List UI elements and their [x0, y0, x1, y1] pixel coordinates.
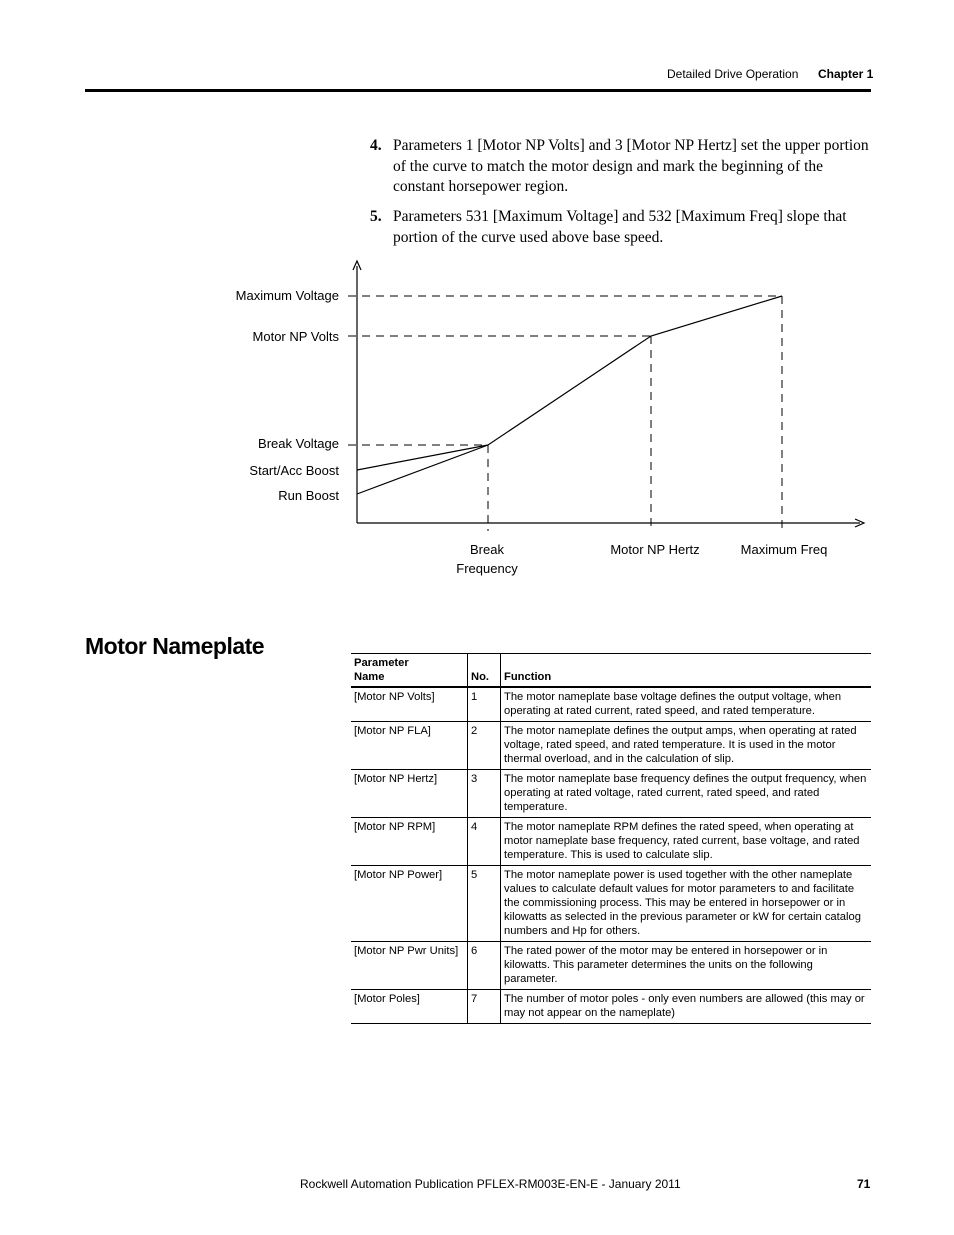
cell-name: [Motor NP Volts]	[351, 687, 468, 722]
label-break-voltage: Break Voltage	[258, 436, 339, 451]
table-header-row	[351, 654, 871, 688]
page-number: 71	[857, 1177, 871, 1191]
footer-publication: Rockwell Automation Publication PFLEX-RM003E-EN-E - January 2011	[300, 1177, 681, 1191]
cell-function: The motor nameplate power is used together with the other nameplate values to calculate default values for motor parameters to and facilitate the commissioning process. This may be entered in horsepower or in kilowatts as selected in the previous parameter or kW for certain catalog numbers and Hp for others.	[501, 866, 872, 942]
step-number: 5.	[370, 208, 382, 225]
step-text: Parameters 1 [Motor NP Volts] and 3 [Motor NP Hertz] set the upper portion of the curve to match the motor design and mark the beginning of the constant horsepower region.	[393, 137, 869, 195]
table-row	[351, 770, 871, 818]
header-no: No.	[468, 654, 501, 688]
label-break: Break	[470, 542, 504, 557]
cell-name: [Motor NP Power]	[351, 866, 468, 942]
table-row	[351, 942, 871, 990]
cell-name: [Motor NP Hertz]	[351, 770, 468, 818]
cell-no: 6	[468, 942, 501, 990]
step-number: 4.	[370, 137, 382, 154]
section-title: Motor Nameplate	[85, 633, 265, 659]
table-row	[351, 990, 871, 1024]
step-text: Parameters 531 [Maximum Voltage] and 532 [Maximum Freq] slope that portion of the curve used above base speed.	[393, 208, 847, 246]
running-header-chapter: Chapter 1	[818, 67, 874, 81]
running-header-section: Detailed Drive Operation	[667, 67, 799, 81]
volts-hertz-diagram	[0, 0, 954, 600]
label-motor-np-volts: Motor NP Volts	[252, 329, 339, 344]
label-run-boost: Run Boost	[278, 488, 339, 503]
cell-function: The motor nameplate defines the output amps, when operating at rated voltage, rated speed, and rated temperature. It is used in the motor thermal overload, and in the calculation of slip.	[501, 722, 872, 770]
cell-function: The motor nameplate RPM defines the rated speed, when operating at motor nameplate base frequency, rated current, base voltage, and rated temperature. This is used to calculate slip.	[501, 818, 872, 866]
cell-function: The motor nameplate base voltage defines the output voltage, when operating at rated current, rated speed, and rated temperature.	[501, 687, 872, 722]
label-frequency: Frequency	[456, 561, 518, 576]
cell-no: 1	[468, 687, 501, 722]
label-maximum-voltage: Maximum Voltage	[235, 288, 339, 303]
cell-no: 3	[468, 770, 501, 818]
cell-name: [Motor NP RPM]	[351, 818, 468, 866]
table-row	[351, 687, 871, 722]
cell-name: [Motor NP Pwr Units]	[351, 942, 468, 990]
table-row	[351, 818, 871, 866]
table-row	[351, 866, 871, 942]
cell-no: 7	[468, 990, 501, 1024]
label-maximum-freq: Maximum Freq	[740, 542, 828, 557]
cell-function: The number of motor poles - only even numbers are allowed (this may or may not appear on the nameplate)	[501, 990, 872, 1024]
header-name-line2: Name	[354, 671, 385, 683]
cell-function: The rated power of the motor may be entered in horsepower or in kilowatts. This parameter determines the units on the following parameter.	[501, 942, 872, 990]
header-parameter-name	[351, 654, 468, 688]
run-boost-curve	[357, 296, 782, 494]
start-acc-boost-curve	[357, 445, 488, 470]
label-motor-np-hertz: Motor NP Hertz	[610, 542, 700, 557]
label-start-acc-boost: Start/Acc Boost	[249, 463, 339, 478]
cell-no: 4	[468, 818, 501, 866]
cell-name: [Motor NP FLA]	[351, 722, 468, 770]
header-name-line1: Parameter	[354, 657, 409, 669]
motor-nameplate-table	[351, 653, 871, 1024]
header-function: Function	[501, 654, 872, 688]
cell-no: 5	[468, 866, 501, 942]
cell-no: 2	[468, 722, 501, 770]
cell-function: The motor nameplate base frequency defines the output frequency, when operating at rated voltage, rated current, rated speed, and rated temperature.	[501, 770, 872, 818]
cell-name: [Motor Poles]	[351, 990, 468, 1024]
table-row	[351, 722, 871, 770]
